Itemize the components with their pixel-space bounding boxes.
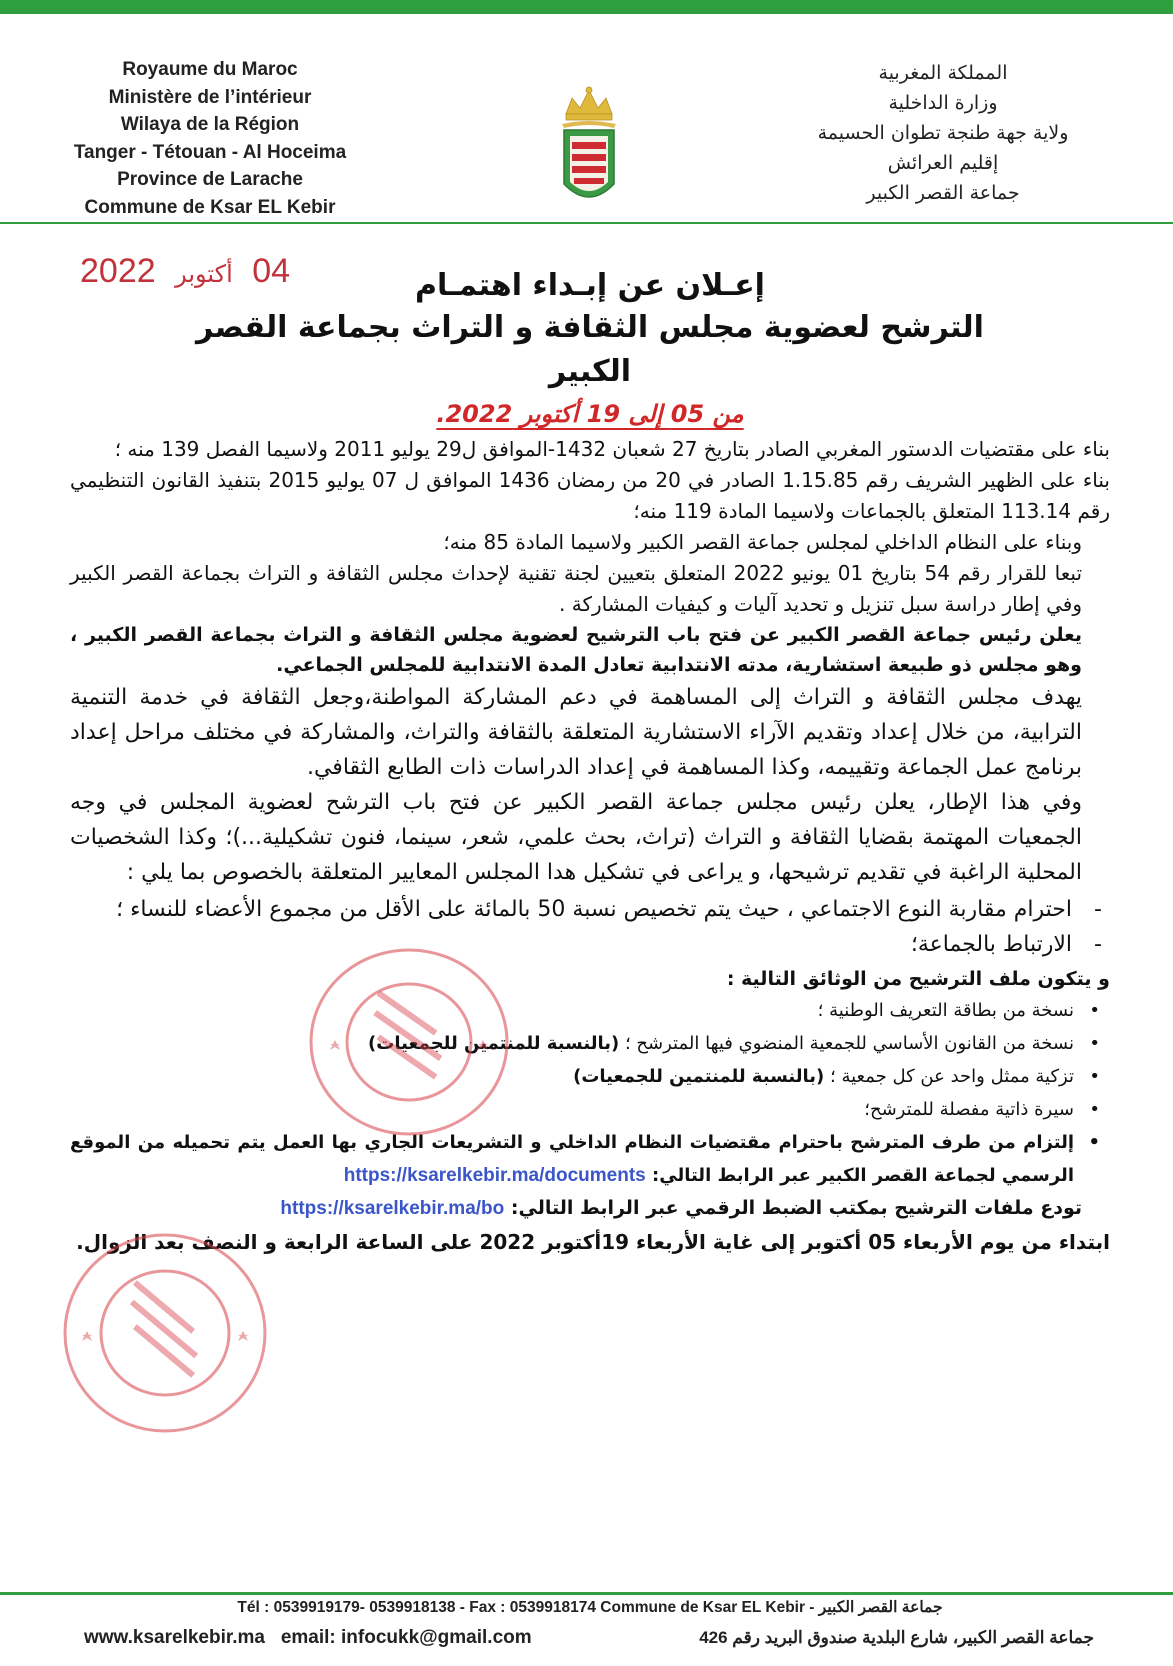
header-ar-line: إقليم العرائش	[887, 152, 999, 174]
bo-link[interactable]: https://ksarelkebir.ma/bo	[280, 1198, 505, 1219]
document-text: تزكية ممثل واحد عن كل جمعية ؛	[830, 1066, 1074, 1087]
documents-list	[70, 994, 1110, 1192]
deposit-text: تودع ملفات الترشيح بمكتب الضبط الرقمي عبر الرابط التالي:	[510, 1197, 1082, 1219]
list-item	[70, 1126, 1110, 1192]
deadline-line: ابتداء من يوم الأربعاء 05 أكتوبر إلى غاية الأربعاء 19أكتوبر 2022 على الساعة الرابعة و النصف بعد الزوال.	[76, 1230, 1110, 1254]
list-item	[70, 1093, 1110, 1126]
footer-fax: 0539918174	[509, 1599, 596, 1616]
top-green-bar	[0, 0, 1173, 14]
deposit-line	[70, 1192, 1110, 1225]
footer-address-ar: جماعة القصر الكبير، شارع البلدية صندوق البريد رقم 426	[699, 1628, 1094, 1647]
document-text: نسخة من القانون الأساسي للجمعية المنضوي فيها المترشح ؛	[624, 1033, 1074, 1054]
footer-contact-line	[90, 1596, 1090, 1620]
criteria-list	[70, 892, 1110, 962]
official-seal-icon	[58, 1226, 273, 1441]
paragraph-dahir: بناء على الظهير الشريف رقم 1.15.85 الصادر في 20 من رمضان 1436 الموافق ل 07 يوليو 2015 بتنفيذ القانون التنظيمي رقم 113.14 المتعلق بالجماعات ولاسيما المادة 119 منه؛	[70, 468, 1110, 523]
document-note: (بالنسبة للمنتمين للجمعيات)	[368, 1033, 620, 1054]
footer-website[interactable]: www.ksarelkebir.ma	[84, 1627, 265, 1648]
documents-intro: و يتكون ملف الترشيح من الوثائق التالية :	[726, 968, 1110, 990]
header-french	[20, 56, 400, 221]
document-text: سيرة ذاتية مفصلة للمترشح؛	[864, 1099, 1074, 1120]
paragraph-call: وفي هذا الإطار، يعلن رئيس مجلس جماعة القصر الكبير عن فتح باب الترشح لعضوية المجلس في وجه الجمعيات المهتمة بقضايا الثقافة و التراث (تراث، بحث علمي، شعر، سينما، فنون تشكيلية...)؛ وكذا الشخصيات المحلية الراغبة في تقديم ترشيحها، و يراعى في تشكيل هدا المجلس المعايير المتعلقة بالخصوص بما يلي :	[70, 790, 1082, 885]
title-line-1: إعـلان عن إبـداء اهتمـام	[415, 268, 765, 303]
footer-commune-fr: Commune de Ksar EL Kebir -	[600, 1599, 815, 1616]
paragraph-internal-rules: وبناء على النظام الداخلي لمجلس جماعة القصر الكبير ولاسيما المادة 85 منه؛	[443, 530, 1082, 554]
footer-divider	[0, 1592, 1173, 1595]
footer-commune-ar: جماعة القصر الكبير	[818, 1599, 943, 1616]
criteria-item: - الارتباط بالجماعة؛	[70, 927, 1110, 962]
paragraph-announcement: يعلن رئيس جماعة القصر الكبير عن فتح باب الترشيح لعضوية مجلس الثقافة و التراث بجماعة القصر الكبير ، وهو مجلس ذو طبيعة استشارية، مدته الانتدابية تعادل المدة الانتدابية للمجلس الجماعي.	[70, 624, 1082, 676]
header-fr-line: Tanger - Tétouan - Al Hoceima	[73, 141, 347, 163]
paragraph-decision: تبعا للقرار رقم 54 بتاريخ 01 يونيو 2022 المتعلق بتعيين لجنة تقنية لإحداث مجلس الثقافة و التراث بجماعة القصر الكبير وفي إطار دراسة سبل تنزيل و تحديد آليات و كيفيات المشاركة .	[70, 561, 1083, 616]
footer-tel: 0539919179- 0539918138	[273, 1599, 456, 1616]
title-dates: من 05 إلى 19 أكتوبر 2022.	[436, 400, 744, 428]
header-ar-line: وزارة الداخلية	[888, 92, 998, 114]
documents-link[interactable]: https://ksarelkebir.ma/documents	[343, 1165, 646, 1186]
official-seal-icon	[302, 940, 517, 1145]
header-ar-line: ولاية جهة طنجة تطوان الحسيمة	[817, 122, 1069, 144]
coat-of-arms-icon	[558, 84, 620, 214]
announcement-body	[70, 434, 1110, 1259]
document-text: نسخة من بطاقة التعريف الوطنية ؛	[817, 1000, 1074, 1021]
date-year: 2022	[80, 252, 156, 290]
date-day: 04	[252, 252, 291, 290]
date-month: أكتوبر	[175, 261, 233, 288]
header-fr-line: Province de Larache	[117, 169, 303, 190]
footer-web-fr	[84, 1624, 532, 1652]
header-fr-line: Wilaya de la Région	[120, 114, 300, 135]
header-fr-line: Ministère de l’intérieur	[108, 86, 312, 108]
paragraph-objectives: يهدف مجلس الثقافة و التراث إلى المساهمة في دعم المشاركة المواطنة،وجعل الثقافة في خدمة التنمية الترابية، من خلال إعداد وتقديم الآراء الاستشارية المتعلقة بالثقافة والتراث، والمشاركة في مختلف مراحل إعداد برنامج عمل الجماعة وتقييمه، وكذا المساهمة في إعداد الدراسات ذات الطابع الثقافي.	[70, 685, 1082, 780]
header-ar-line: جماعة القصر الكبير	[866, 182, 1020, 204]
paragraph-constitution: بناء على مقتضيات الدستور المغربي الصادر بتاريخ 27 شعبان 1432-الموافق ل29 يوليو 2011 ولاسيما الفصل 139 منه ؛	[114, 437, 1110, 461]
document-note: (بالنسبة للمنتمين للجمعيات)	[573, 1066, 825, 1087]
list-item	[70, 994, 1110, 1027]
criteria-item: - احترام مقاربة النوع الاجتماعي ، حيث يتم تخصيص نسبة 50 بالمائة على الأقل من مجموع الأعضاء للنساء ؛	[70, 892, 1110, 927]
header-fr-line: Royaume du Maroc	[122, 59, 298, 80]
header-arabic	[773, 58, 1113, 208]
list-item	[70, 1027, 1110, 1060]
header-fr-line: Commune de Ksar EL Kebir	[84, 196, 336, 218]
announcement-title	[180, 266, 1000, 434]
footer-email[interactable]: infocukk@gmail.com	[341, 1627, 532, 1648]
footer-tel-label: Tél :	[237, 1599, 270, 1616]
footer-fax-label: - Fax :	[459, 1599, 506, 1616]
list-item	[70, 1060, 1110, 1093]
title-line-2: الترشح لعضوية مجلس الثقافة و التراث بجماعة القصر الكبير	[196, 310, 984, 389]
header-divider	[0, 222, 1173, 224]
commitment-text: إلتزام من طرف المترشح باحترام مقتضيات النظام الداخلي و التشريعات الجاري بها العمل يتم تحميله من الموقع الرسمي لجماعة القصر الكبير عبر الرابط التالي:	[70, 1132, 1074, 1186]
header-ar-line: المملكة المغربية	[878, 62, 1008, 84]
footer-email-label: email:	[280, 1627, 336, 1648]
